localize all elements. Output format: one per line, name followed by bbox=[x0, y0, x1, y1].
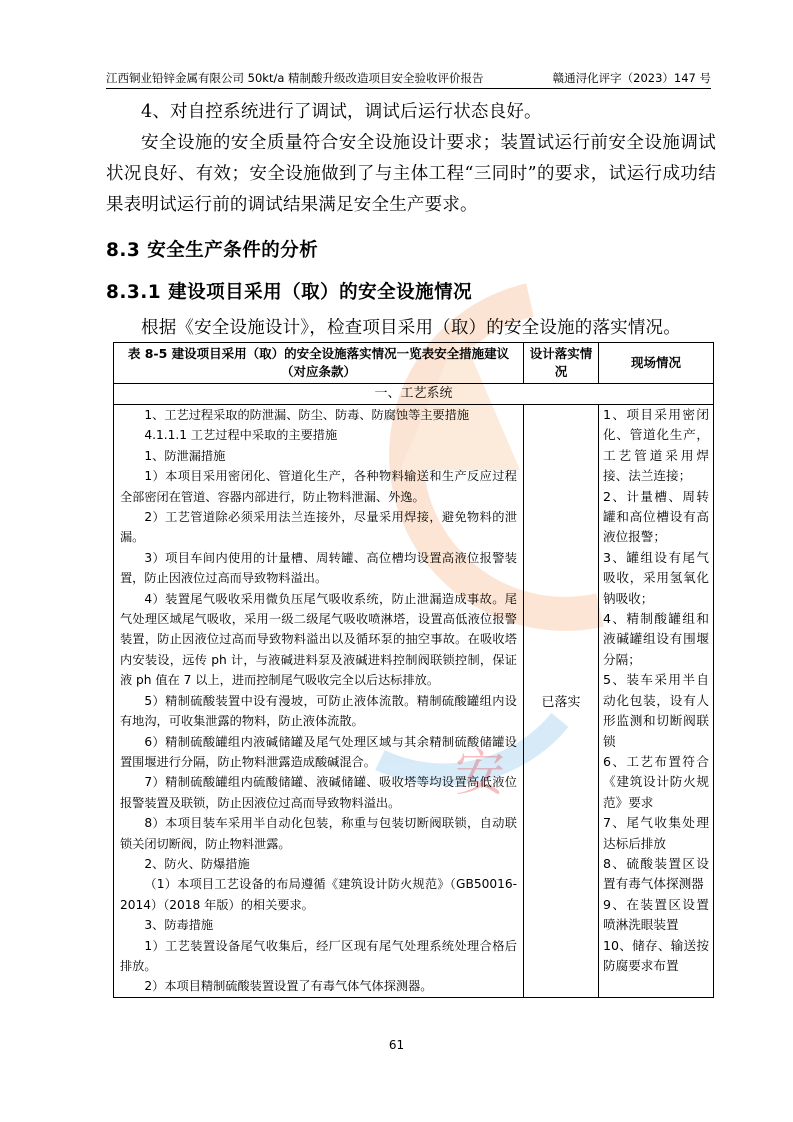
measure-line: 4）装置尾气吸收采用微负压尾气吸收系统，防止泄漏造成事故。尾气处理区域尾气吸收，采用一级二级尾气吸收喷淋塔，设置高低液位报警装置，防止因液位过高而导致物料溢出以及循环泵的抽空事故。在吸收塔内安装设，远传 ph 计，与液碱进料泵及液碱进料控制阀联锁控制，保证液 ph 值在 7 以上，进而控制尾气吸收完全以后达标排放。 bbox=[120, 591, 517, 688]
onsite-line: 9、在装置区设置喷淋洗眼装置 bbox=[603, 896, 709, 933]
intro-paragraph-wrap bbox=[106, 313, 716, 344]
body-paragraphs bbox=[106, 97, 716, 221]
section-heading-8-3-1: 8.3.1 建设项目采用（取）的安全设施情况 bbox=[106, 282, 473, 303]
measure-line: 8）本项目装车采用半自动化包装，称重与包装切断阀联锁，自动联锁关闭切断阀，防止物料泄露。 bbox=[120, 816, 517, 851]
measure-line: 1）本项目采用密闭化、管道化生产，各种物料输送和生产反应过程全部密闭在管道、容器内部进行，防止物料泄漏、外逸。 bbox=[120, 469, 517, 504]
onsite-line: 1、项目采用密闭化、管道化生产，工艺管道采用焊接、法兰连接； bbox=[603, 407, 709, 484]
measure-line: 2、防火、防爆措施 bbox=[144, 856, 250, 871]
paragraph-safety-quality: 安全设施的安全质量符合安全设施设计要求；装置试运行前安全设施调试状况良好、有效；安全设施做到了与主体工程“三同时”的要求，试运行成功结果表明试运行前的调试结果满足安全生产要求。 bbox=[106, 133, 716, 215]
section-process-system: 一、工艺系统 bbox=[114, 384, 714, 405]
measure-line: （1）本项目工艺设备的布局遵循《建筑设计防火规范》（GB50016-2014）（2018 年版）的相关要求。 bbox=[120, 877, 517, 912]
measure-line: 3）项目车间内使用的计量槽、周转罐、高位槽均设置高液位报警装置，防止因液位过高而导致物料溢出。 bbox=[120, 550, 517, 586]
onsite-line: 5、装车采用半自动化包装，设有人形监测和切断阀联锁 bbox=[603, 672, 709, 749]
measure-line: 3、防毒措施 bbox=[144, 918, 214, 933]
measure-line: 4.1.1.1 工艺过程中采取的主要措施 bbox=[144, 428, 338, 443]
intro-paragraph: 根据《安全设施设计》，检查项目采用（取）的安全设施的落实情况。 bbox=[141, 318, 681, 338]
page-number: 61 bbox=[388, 1038, 405, 1052]
header-status: 设计落实情况 bbox=[524, 343, 599, 384]
onsite-line: 3、罐组设有尾气吸收，采用氢氧化钠吸收； bbox=[603, 549, 709, 606]
table-row bbox=[114, 405, 714, 998]
measure-line: 7）精制硫酸罐组内硫酸储罐、液碱储罐、吸收塔等均设置高低液位报警装置及联锁，防止因液位过高而导致物料溢出。 bbox=[120, 775, 517, 810]
page-header bbox=[106, 68, 711, 89]
measure-line: 2）本项目精制硫酸装置设置了有毒气体气体探测器。 bbox=[144, 979, 433, 994]
status-implemented: 已落实 bbox=[524, 405, 599, 998]
measure-line: 6）精制硫酸罐组内液碱储罐及尾气处理区域与其余精制硫酸储罐设置围堰进行分隔，防止物料泄露造成酸碱混合。 bbox=[120, 734, 517, 769]
onsite-line: 2、计量槽、周转罐和高位槽设有高液位报警； bbox=[603, 488, 709, 545]
onsite-line: 6、工艺布置符合《建筑设计防火规范》要求 bbox=[603, 753, 709, 810]
measure-line: 1）工艺装置设备尾气收集后，经厂区现有尾气处理系统处理合格后排放。 bbox=[120, 938, 517, 973]
watermark-text: 安 bbox=[455, 744, 505, 802]
safety-facility-table bbox=[113, 342, 714, 998]
table-section-row bbox=[114, 384, 714, 405]
table-header-row bbox=[114, 343, 714, 384]
onsite-line: 4、精制酸罐组和液碱罐组设有围堰分隔； bbox=[603, 611, 709, 667]
onsite-line: 8、硫酸装置区设置有毒气体探测器 bbox=[603, 855, 709, 892]
measure-line: 5）精制硫酸装置中设有漫坡，可防止液体流散。精制硫酸罐组内设有地沟，可收集泄露的物料，防止液体流散。 bbox=[120, 693, 517, 729]
measure-line: 2）工艺管道除必须采用法兰连接外，尽量采用焊接，避免物料的泄漏。 bbox=[120, 510, 517, 545]
section-heading-8-3: 8.3 安全生产条件的分析 bbox=[106, 240, 319, 261]
header-report-title: 江西铜业铅锌金属有限公司 50kt/a 精制酸升级改造项目安全验收评价报告 bbox=[106, 71, 484, 85]
measures-cell bbox=[114, 405, 524, 998]
header-onsite: 现场情况 bbox=[599, 343, 714, 384]
header-report-number: 赣通浔化评字（2023）147 号 bbox=[552, 71, 711, 85]
paragraph-debug-status: 4、对自控系统进行了调试，调试后运行状态良好。 bbox=[141, 102, 542, 122]
onsite-line: 10、储存、输送按防腐要求布置 bbox=[603, 937, 709, 973]
measure-line: 1、防泄漏措施 bbox=[144, 448, 226, 463]
measure-line: 1、工艺过程采取的防泄漏、防尘、防毒、防腐蚀等主要措施 bbox=[144, 408, 470, 422]
onsite-line: 7、尾气收集处理达标后排放 bbox=[603, 815, 709, 851]
onsite-cell bbox=[599, 405, 714, 998]
header-measures: 表 8-5 建设项目采用（取）的安全设施落实情况一览表安全措施建议（对应条款） bbox=[114, 343, 524, 384]
